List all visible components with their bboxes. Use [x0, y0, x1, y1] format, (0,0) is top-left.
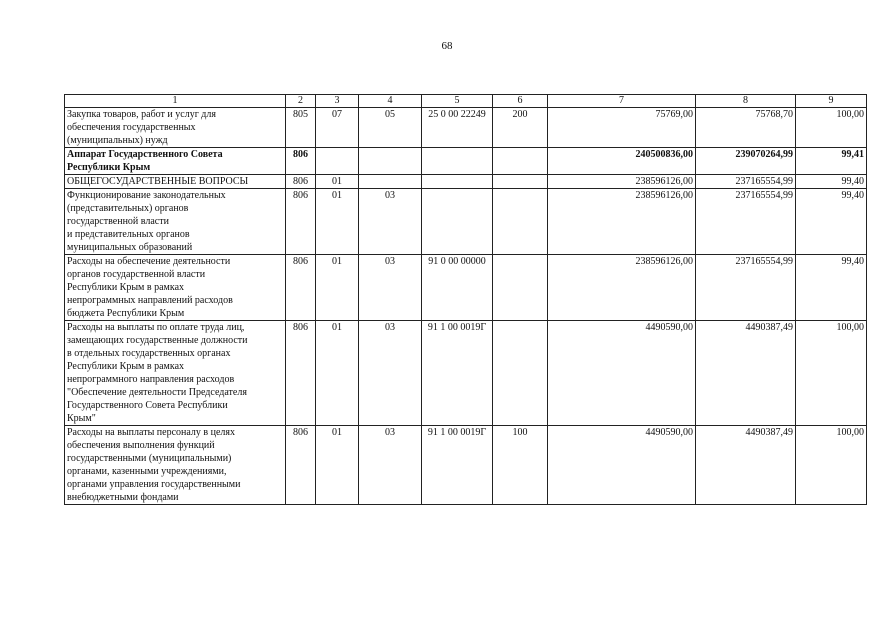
subsection-code-cell [359, 148, 422, 175]
section-code-cell: 01 [316, 189, 359, 255]
row-name-cell: Расходы на выплаты по оплате труда лиц, замещающих государственные должности в отдельных государственных органах Республики Крым в рамках непрограммного направления расходов "Обеспечение деятельности Председателя Государственного Совета Республики Крым" [65, 321, 286, 426]
planned-amount-cell: 75769,00 [548, 108, 696, 148]
expense-type-cell: 100 [493, 426, 548, 505]
grbs-code-cell: 806 [286, 321, 316, 426]
grbs-code-cell: 806 [286, 255, 316, 321]
header-cell: 5 [422, 95, 493, 108]
execution-percent-cell: 99,41 [796, 148, 867, 175]
section-code-cell: 01 [316, 255, 359, 321]
target-article-cell [422, 189, 493, 255]
table-row [65, 321, 867, 426]
actual-amount-cell: 239070264,99 [696, 148, 796, 175]
subsection-code-cell [359, 175, 422, 189]
planned-amount-cell: 238596126,00 [548, 175, 696, 189]
section-code-cell: 01 [316, 426, 359, 505]
target-article-cell [422, 148, 493, 175]
execution-percent-cell: 100,00 [796, 321, 867, 426]
table-row [65, 175, 867, 189]
section-code-cell: 07 [316, 108, 359, 148]
table-row [65, 189, 867, 255]
header-row [65, 95, 867, 108]
budget-table [64, 94, 867, 505]
actual-amount-cell: 237165554,99 [696, 255, 796, 321]
planned-amount-cell: 4490590,00 [548, 321, 696, 426]
section-code-cell: 01 [316, 321, 359, 426]
target-article-cell [422, 175, 493, 189]
section-code-cell [316, 148, 359, 175]
actual-amount-cell: 75768,70 [696, 108, 796, 148]
header-cell: 8 [696, 95, 796, 108]
target-article-cell: 91 0 00 00000 [422, 255, 493, 321]
header-cell: 3 [316, 95, 359, 108]
target-article-cell: 25 0 00 22249 [422, 108, 493, 148]
execution-percent-cell: 99,40 [796, 189, 867, 255]
header-cell: 6 [493, 95, 548, 108]
grbs-code-cell: 806 [286, 175, 316, 189]
page-number: 68 [441, 40, 453, 52]
section-code-cell: 01 [316, 175, 359, 189]
subsection-code-cell: 03 [359, 426, 422, 505]
planned-amount-cell: 4490590,00 [548, 426, 696, 505]
actual-amount-cell: 4490387,49 [696, 426, 796, 505]
subsection-code-cell: 03 [359, 321, 422, 426]
subsection-code-cell: 03 [359, 189, 422, 255]
execution-percent-cell: 99,40 [796, 175, 867, 189]
planned-amount-cell: 240500836,00 [548, 148, 696, 175]
expense-type-cell: 200 [493, 108, 548, 148]
row-name-cell: Расходы на выплаты персоналу в целях обеспечения выполнения функций государственными (муниципальными) органами, казенными учреждениями, органами управления государственными внебюджетными фондами [65, 426, 286, 505]
subsection-code-cell: 03 [359, 255, 422, 321]
execution-percent-cell: 99,40 [796, 255, 867, 321]
header-cell: 4 [359, 95, 422, 108]
header-cell: 1 [65, 95, 286, 108]
grbs-code-cell: 805 [286, 108, 316, 148]
target-article-cell: 91 1 00 0019Г [422, 321, 493, 426]
expense-type-cell [493, 321, 548, 426]
grbs-code-cell: 806 [286, 189, 316, 255]
row-name-cell: Закупка товаров, работ и услуг для обеспечения государственных (муниципальных) нужд [65, 108, 286, 148]
header-cell: 9 [796, 95, 867, 108]
target-article-cell: 91 1 00 0019Г [422, 426, 493, 505]
header-cell: 7 [548, 95, 696, 108]
expense-type-cell [493, 148, 548, 175]
table-row [65, 148, 867, 175]
planned-amount-cell: 238596126,00 [548, 255, 696, 321]
expense-type-cell [493, 189, 548, 255]
actual-amount-cell: 237165554,99 [696, 175, 796, 189]
row-name-cell: Расходы на обеспечение деятельности органов государственной власти Республики Крым в рамках непрограммных направлений расходов бюджета Республики Крым [65, 255, 286, 321]
planned-amount-cell: 238596126,00 [548, 189, 696, 255]
table-row [65, 426, 867, 505]
subsection-code-cell: 05 [359, 108, 422, 148]
expense-type-cell [493, 255, 548, 321]
grbs-code-cell: 806 [286, 426, 316, 505]
row-name-cell: Аппарат Государственного Совета Республики Крым [65, 148, 286, 175]
actual-amount-cell: 237165554,99 [696, 189, 796, 255]
actual-amount-cell: 4490387,49 [696, 321, 796, 426]
row-name-cell: Функционирование законодательных (представительных) органов государственной власти и представительных органов муниципальных образований [65, 189, 286, 255]
table-row [65, 255, 867, 321]
table-row [65, 108, 867, 148]
header-cell: 2 [286, 95, 316, 108]
execution-percent-cell: 100,00 [796, 108, 867, 148]
execution-percent-cell: 100,00 [796, 426, 867, 505]
expense-type-cell [493, 175, 548, 189]
row-name-cell: ОБЩЕГОСУДАРСТВЕННЫЕ ВОПРОСЫ [65, 175, 286, 189]
grbs-code-cell: 806 [286, 148, 316, 175]
